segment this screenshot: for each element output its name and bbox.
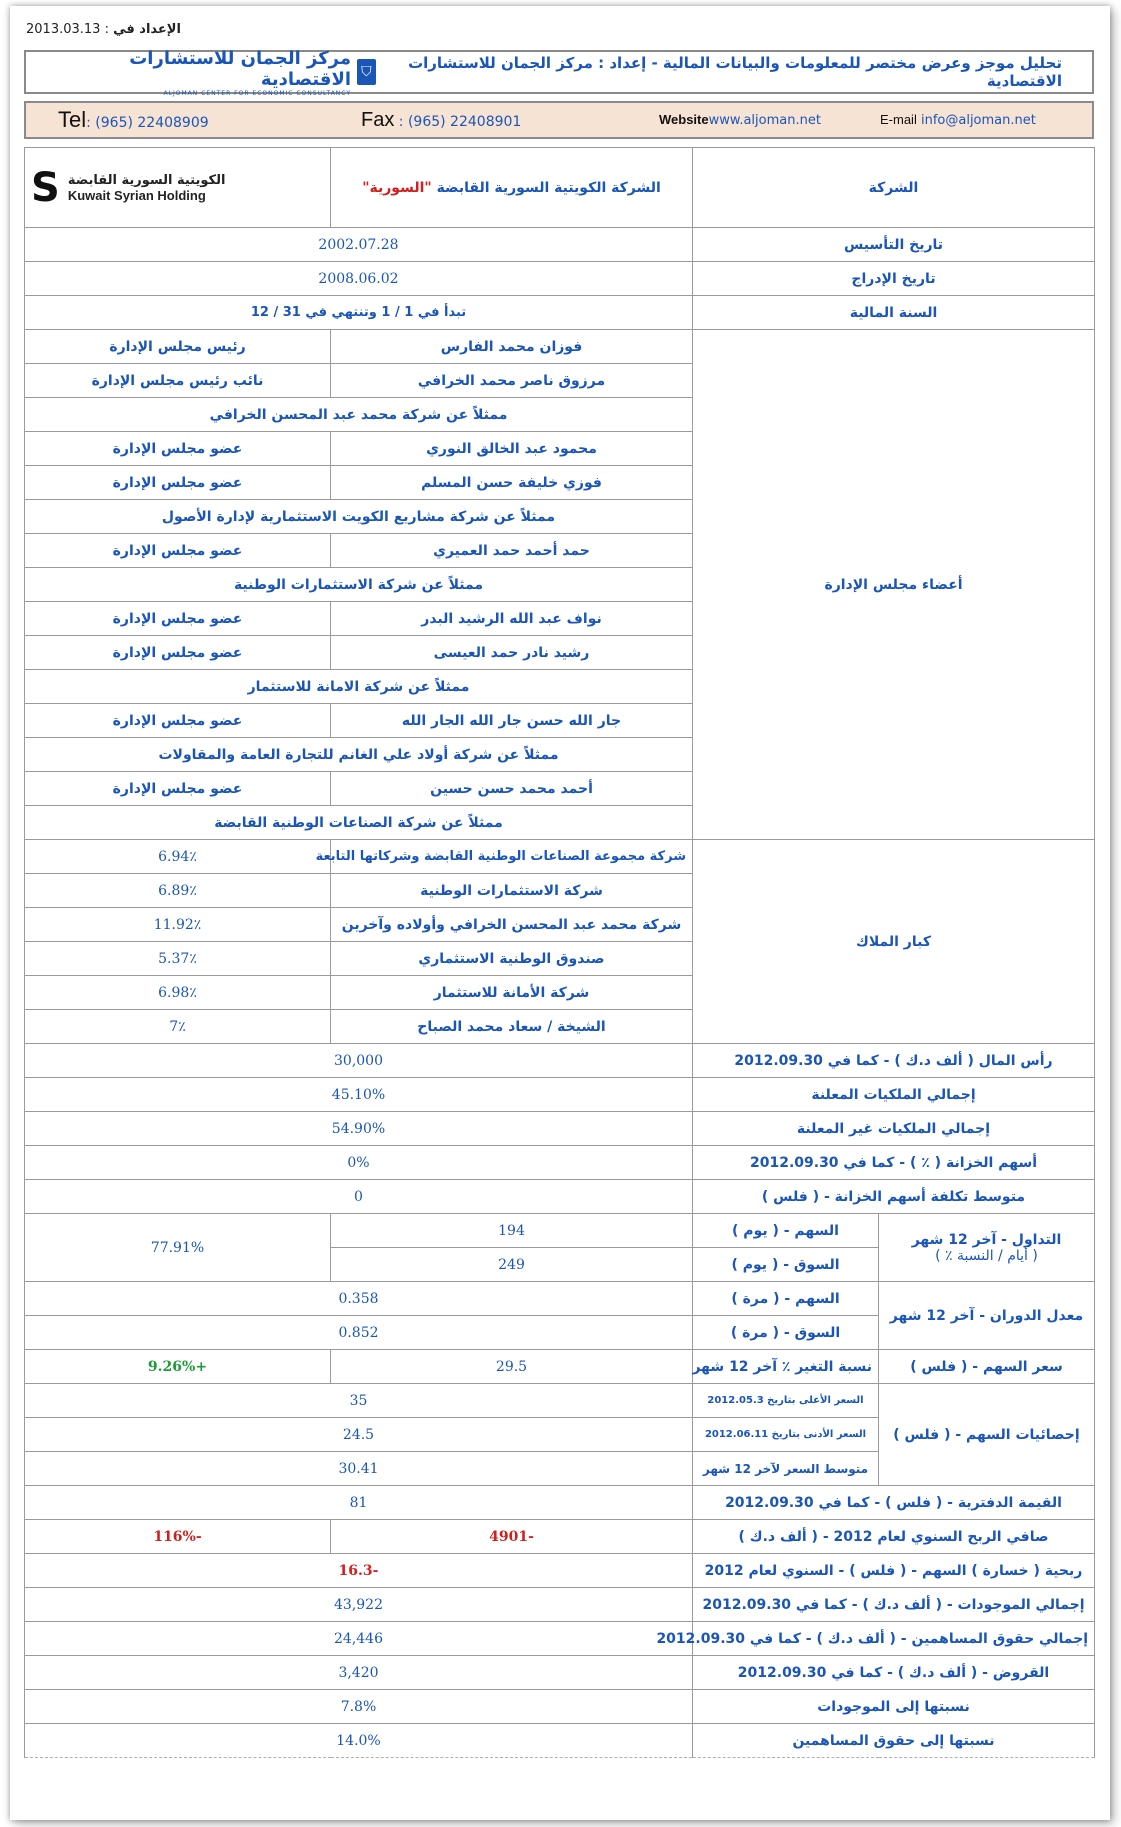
fiscal-value: تبدأ في 1 / 1 وتنتهي في 31 / 12 <box>25 296 693 330</box>
center-logo-icon: ⛉ <box>357 59 376 85</box>
loans-equity-value: 14.0% <box>25 1724 693 1758</box>
company-logo-icon: S <box>31 164 60 211</box>
treasury-cost-label: متوسط تكلفة أسهم الخزانة - ( فلس ) <box>693 1180 1095 1214</box>
table-row <box>25 330 1095 364</box>
table-row <box>25 1486 1095 1520</box>
table-row <box>25 1520 1095 1554</box>
owner-pct: 6.94٪ <box>25 840 331 874</box>
price-change-value: +9.26% <box>25 1350 331 1384</box>
treasury-value: 0% <box>25 1146 693 1180</box>
price-change-label: نسبة التغير ٪ آخر 12 شهر <box>693 1350 879 1384</box>
turnover-market-value: 0.852 <box>25 1316 693 1350</box>
founded-value: 2002.07.28 <box>25 228 693 262</box>
table-row <box>25 1554 1095 1588</box>
owner-pct: 5.37٪ <box>25 942 331 976</box>
center-logo-arabic: مركز الجمان للاستشارات الاقتصادية <box>129 47 352 90</box>
price-value: 29.5 <box>331 1350 693 1384</box>
board-label: أعضاء مجلس الإدارة <box>693 330 1095 840</box>
treasury-label: أسهم الخزانة ( ٪ ) - كما في 2012.09.30 <box>693 1146 1095 1180</box>
center-logo <box>54 48 376 97</box>
owner-name: شركة مجموعة الصناعات الوطنية القابضة وشركاتها التابعة <box>331 840 693 874</box>
contact-fax: Fax : (965) 22408901 <box>361 108 522 131</box>
listed-label: تاريخ الإدراج <box>693 262 1095 296</box>
board-member-position: عضو مجلس الإدارة <box>25 602 331 636</box>
declared-label: إجمالي الملكيات المعلنة <box>693 1078 1095 1112</box>
stats-label: إحصائيات السهم - ( فلس ) <box>879 1384 1095 1486</box>
book-value: 81 <box>25 1486 693 1520</box>
owners-label: كبار الملاك <box>693 840 1095 1044</box>
loans-value: 3,420 <box>25 1656 693 1690</box>
treasury-cost-value: 0 <box>25 1180 693 1214</box>
company-label: الشركة <box>693 148 1095 228</box>
profit-value: -4901 <box>331 1520 693 1554</box>
loans-assets-value: 7.8% <box>25 1690 693 1724</box>
contact-email[interactable]: E-mail info@aljoman.net <box>880 112 1036 128</box>
board-member-name: نواف عبد الله الرشيد البدر <box>331 602 693 636</box>
table-row <box>25 296 1095 330</box>
company-logo-cell <box>25 148 331 228</box>
turnover-market-label: السوق - ( مرة ) <box>693 1316 879 1350</box>
company-name: الشركة الكويتية السورية القابضة "السورية" <box>331 148 693 228</box>
table-row <box>25 1690 1095 1724</box>
table-row <box>25 1384 1095 1418</box>
trading-market-label: السوق - ( يوم ) <box>693 1248 879 1282</box>
contact-tel: Tel: (965) 22408909 <box>58 107 209 132</box>
owner-name: شركة محمد عبد المحسن الخرافي وأولاده وآخرين <box>331 908 693 942</box>
declared-value: 45.10% <box>25 1078 693 1112</box>
listed-value: 2008.06.02 <box>25 262 693 296</box>
table-row <box>25 262 1095 296</box>
eps-label: ربحية ( خسارة ) السهم - ( فلس ) - السنوي لعام 2012 <box>693 1554 1095 1588</box>
owner-name: الشيخة / سعاد محمد الصباح <box>331 1010 693 1044</box>
board-member-name: أحمد محمد حسن حسين <box>331 772 693 806</box>
turnover-stock-value: 0.358 <box>25 1282 693 1316</box>
owner-name: صندوق الوطنية الاستثماري <box>331 942 693 976</box>
board-member-name: محمود عبد الخالق النوري <box>331 432 693 466</box>
assets-label: إجمالي الموجودات - ( ألف د.ك ) - كما في 2012.09.30 <box>693 1588 1095 1622</box>
owner-name: شركة الأمانة للاستثمار <box>331 976 693 1010</box>
owner-pct: 11.92٪ <box>25 908 331 942</box>
table-row <box>25 1622 1095 1656</box>
board-member-position: عضو مجلس الإدارة <box>25 772 331 806</box>
contact-website[interactable]: Websitewww.aljoman.net <box>659 112 821 128</box>
loans-label: القروض - ( ألف د.ك ) - كما في 2012.09.30 <box>693 1656 1095 1690</box>
report-title: تحليل موجز وعرض مختصر للمعلومات والبيانات المالية - إعداد : مركز الجمان للاستشارات الاقتصادية <box>408 54 1062 90</box>
equity-label: إجمالي حقوق المساهمين - ( ألف د.ك ) - كما في 2012.09.30 <box>693 1622 1095 1656</box>
board-member-name: رشيد نادر حمد العيسى <box>331 636 693 670</box>
eps-value: -16.3 <box>25 1554 693 1588</box>
owner-pct: 6.89٪ <box>25 874 331 908</box>
company-logo-english: Kuwait Syrian Holding <box>67 187 206 203</box>
board-member-name: جار الله حسن جار الله الجار الله <box>331 704 693 738</box>
trading-stock-value: 194 <box>331 1214 693 1248</box>
table-row <box>25 1146 1095 1180</box>
trading-market-value: 249 <box>331 1248 693 1282</box>
table-row <box>25 1350 1095 1384</box>
table-row <box>25 1724 1095 1758</box>
table-row <box>25 1044 1095 1078</box>
assets-value: 43,922 <box>25 1588 693 1622</box>
company-profile-table <box>24 147 1095 1758</box>
board-representation: ممثلاً عن شركة محمد عبد المحسن الخرافي <box>25 398 693 432</box>
book-label: القيمة الدفترية - ( فلس ) - كما في 2012.09.30 <box>693 1486 1095 1520</box>
low-label: السعر الأدنى بتاريخ 2012.06.11 <box>693 1418 879 1452</box>
capital-label: رأس المال ( ألف د.ك ) - كما في 2012.09.30 <box>693 1044 1095 1078</box>
low-value: 24.5 <box>25 1418 693 1452</box>
owner-pct: 6.98٪ <box>25 976 331 1010</box>
fiscal-label: السنة المالية <box>693 296 1095 330</box>
table-row <box>25 1588 1095 1622</box>
owner-pct: 7٪ <box>25 1010 331 1044</box>
board-member-position: عضو مجلس الإدارة <box>25 432 331 466</box>
board-member-name: حمد أحمد حمد العميري <box>331 534 693 568</box>
avg-value: 30.41 <box>25 1452 693 1486</box>
board-member-position: عضو مجلس الإدارة <box>25 636 331 670</box>
owner-name: شركة الاستثمارات الوطنية <box>331 874 693 908</box>
profit-pct-value: -116% <box>25 1520 331 1554</box>
table-row <box>25 228 1095 262</box>
profit-label: صافي الربح السنوي لعام 2012 - ( ألف د.ك ) <box>693 1520 1095 1554</box>
board-member-name: مرزوق ناصر محمد الخرافي <box>331 364 693 398</box>
capital-value: 30,000 <box>25 1044 693 1078</box>
board-representation: ممثلاً عن شركة مشاريع الكويت الاستثمارية لإدارة الأصول <box>25 500 693 534</box>
equity-value: 24,446 <box>25 1622 693 1656</box>
company-logo-arabic: الكويتية السورية القابضة <box>67 172 226 188</box>
board-representation: ممثلاً عن شركة الاستثمارات الوطنية <box>25 568 693 602</box>
high-label: السعر الأعلى بتاريخ 2012.05.3 <box>693 1384 879 1418</box>
board-member-position: عضو مجلس الإدارة <box>25 534 331 568</box>
board-member-name: فوزان محمد الفارس <box>331 330 693 364</box>
table-row <box>25 1112 1095 1146</box>
price-label: سعر السهم - ( فلس ) <box>879 1350 1095 1384</box>
preparation-date: الإعداد في : 2013.03.13 <box>26 22 181 37</box>
trading-pct-value: 77.91% <box>25 1214 331 1282</box>
loans-assets-label: نسبتها إلى الموجودات <box>693 1690 1095 1724</box>
table-row <box>25 840 1095 874</box>
board-member-position: عضو مجلس الإدارة <box>25 466 331 500</box>
table-row <box>25 1078 1095 1112</box>
turnover-label: معدل الدوران - آخر 12 شهر <box>879 1282 1095 1350</box>
title-bar <box>24 47 1094 97</box>
table-row <box>25 148 1095 228</box>
board-member-position: رئيس مجلس الإدارة <box>25 330 331 364</box>
board-member-position: نائب رئيس مجلس الإدارة <box>25 364 331 398</box>
board-representation: ممثلاً عن شركة الامانة للاستثمار <box>25 670 693 704</box>
turnover-stock-label: السهم - ( مرة ) <box>693 1282 879 1316</box>
trading-label: التداول - آخر 12 شهر ( أيام / النسبة ٪ ) <box>879 1214 1095 1282</box>
undeclared-value: 54.90% <box>25 1112 693 1146</box>
table-row <box>25 1282 1095 1316</box>
undeclared-label: إجمالي الملكيات غير المعلنة <box>693 1112 1095 1146</box>
board-member-position: عضو مجلس الإدارة <box>25 704 331 738</box>
table-row <box>25 1214 1095 1248</box>
high-value: 35 <box>25 1384 693 1418</box>
loans-equity-label: نسبتها إلى حقوق المساهمين <box>693 1724 1095 1758</box>
board-representation: ممثلاً عن شركة الصناعات الوطنية القابضة <box>25 806 693 840</box>
trading-stock-label: السهم - ( يوم ) <box>693 1214 879 1248</box>
contact-bar <box>24 101 1094 139</box>
founded-label: تاريخ التأسيس <box>693 228 1095 262</box>
board-representation: ممثلاً عن شركة أولاد علي الغانم للتجارة العامة والمقاولات <box>25 738 693 772</box>
table-row <box>25 1180 1095 1214</box>
center-logo-english: ALJOMAN CENTER FOR ECONOMIC CONSULTANCY <box>163 89 352 97</box>
avg-label: متوسط السعر لآخر 12 شهر <box>693 1452 879 1486</box>
table-row <box>25 1656 1095 1690</box>
company-logo <box>31 165 324 211</box>
board-member-name: فوزي خليفة حسن المسلم <box>331 466 693 500</box>
